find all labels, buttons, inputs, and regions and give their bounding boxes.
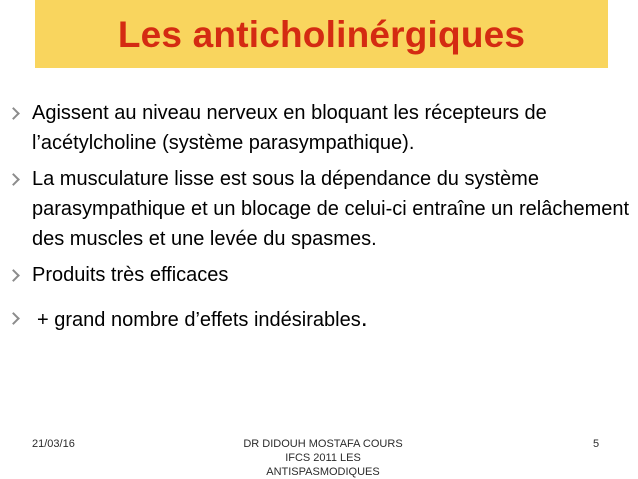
bullet-text: Produits très efficaces [32,264,229,286]
bullet-item [0,303,637,335]
bullet-list [0,98,638,335]
slide-title: Les anticholinérgiques [117,13,526,55]
title-banner [35,0,608,68]
footer-date: 21/03/16 [32,438,75,450]
bullet-end-period: . [360,304,368,332]
bullet-text: Agissent au niveau nerveux en bloquant les récepteurs de l’acétylcholine (système parasympathique). [32,102,547,154]
slide-footer [0,437,638,479]
bullet-text: La musculature lisse est sous la dépendance du système parasympathique et un blocage de celui-ci entraîne un relâchement des muscles et une levée du spasmes. [32,168,630,250]
footer-author-line: IFCS 2011 LES [285,452,361,464]
chevron-right-icon [7,173,20,186]
bullet-item [0,164,632,254]
footer-author-line: DR DIDOUH MOSTAFA COURS [243,438,403,450]
chevron-right-icon [7,269,20,282]
page-number: 5 [593,438,600,450]
bullet-text: + grand nombre d’effets indésirables [37,309,361,331]
chevron-right-icon [7,107,20,120]
footer-author [218,437,428,479]
bullet-item [0,98,632,158]
chevron-right-icon [7,312,20,325]
footer-author-line: ANTISPASMODIQUES [266,466,380,478]
bullet-item [0,260,632,290]
